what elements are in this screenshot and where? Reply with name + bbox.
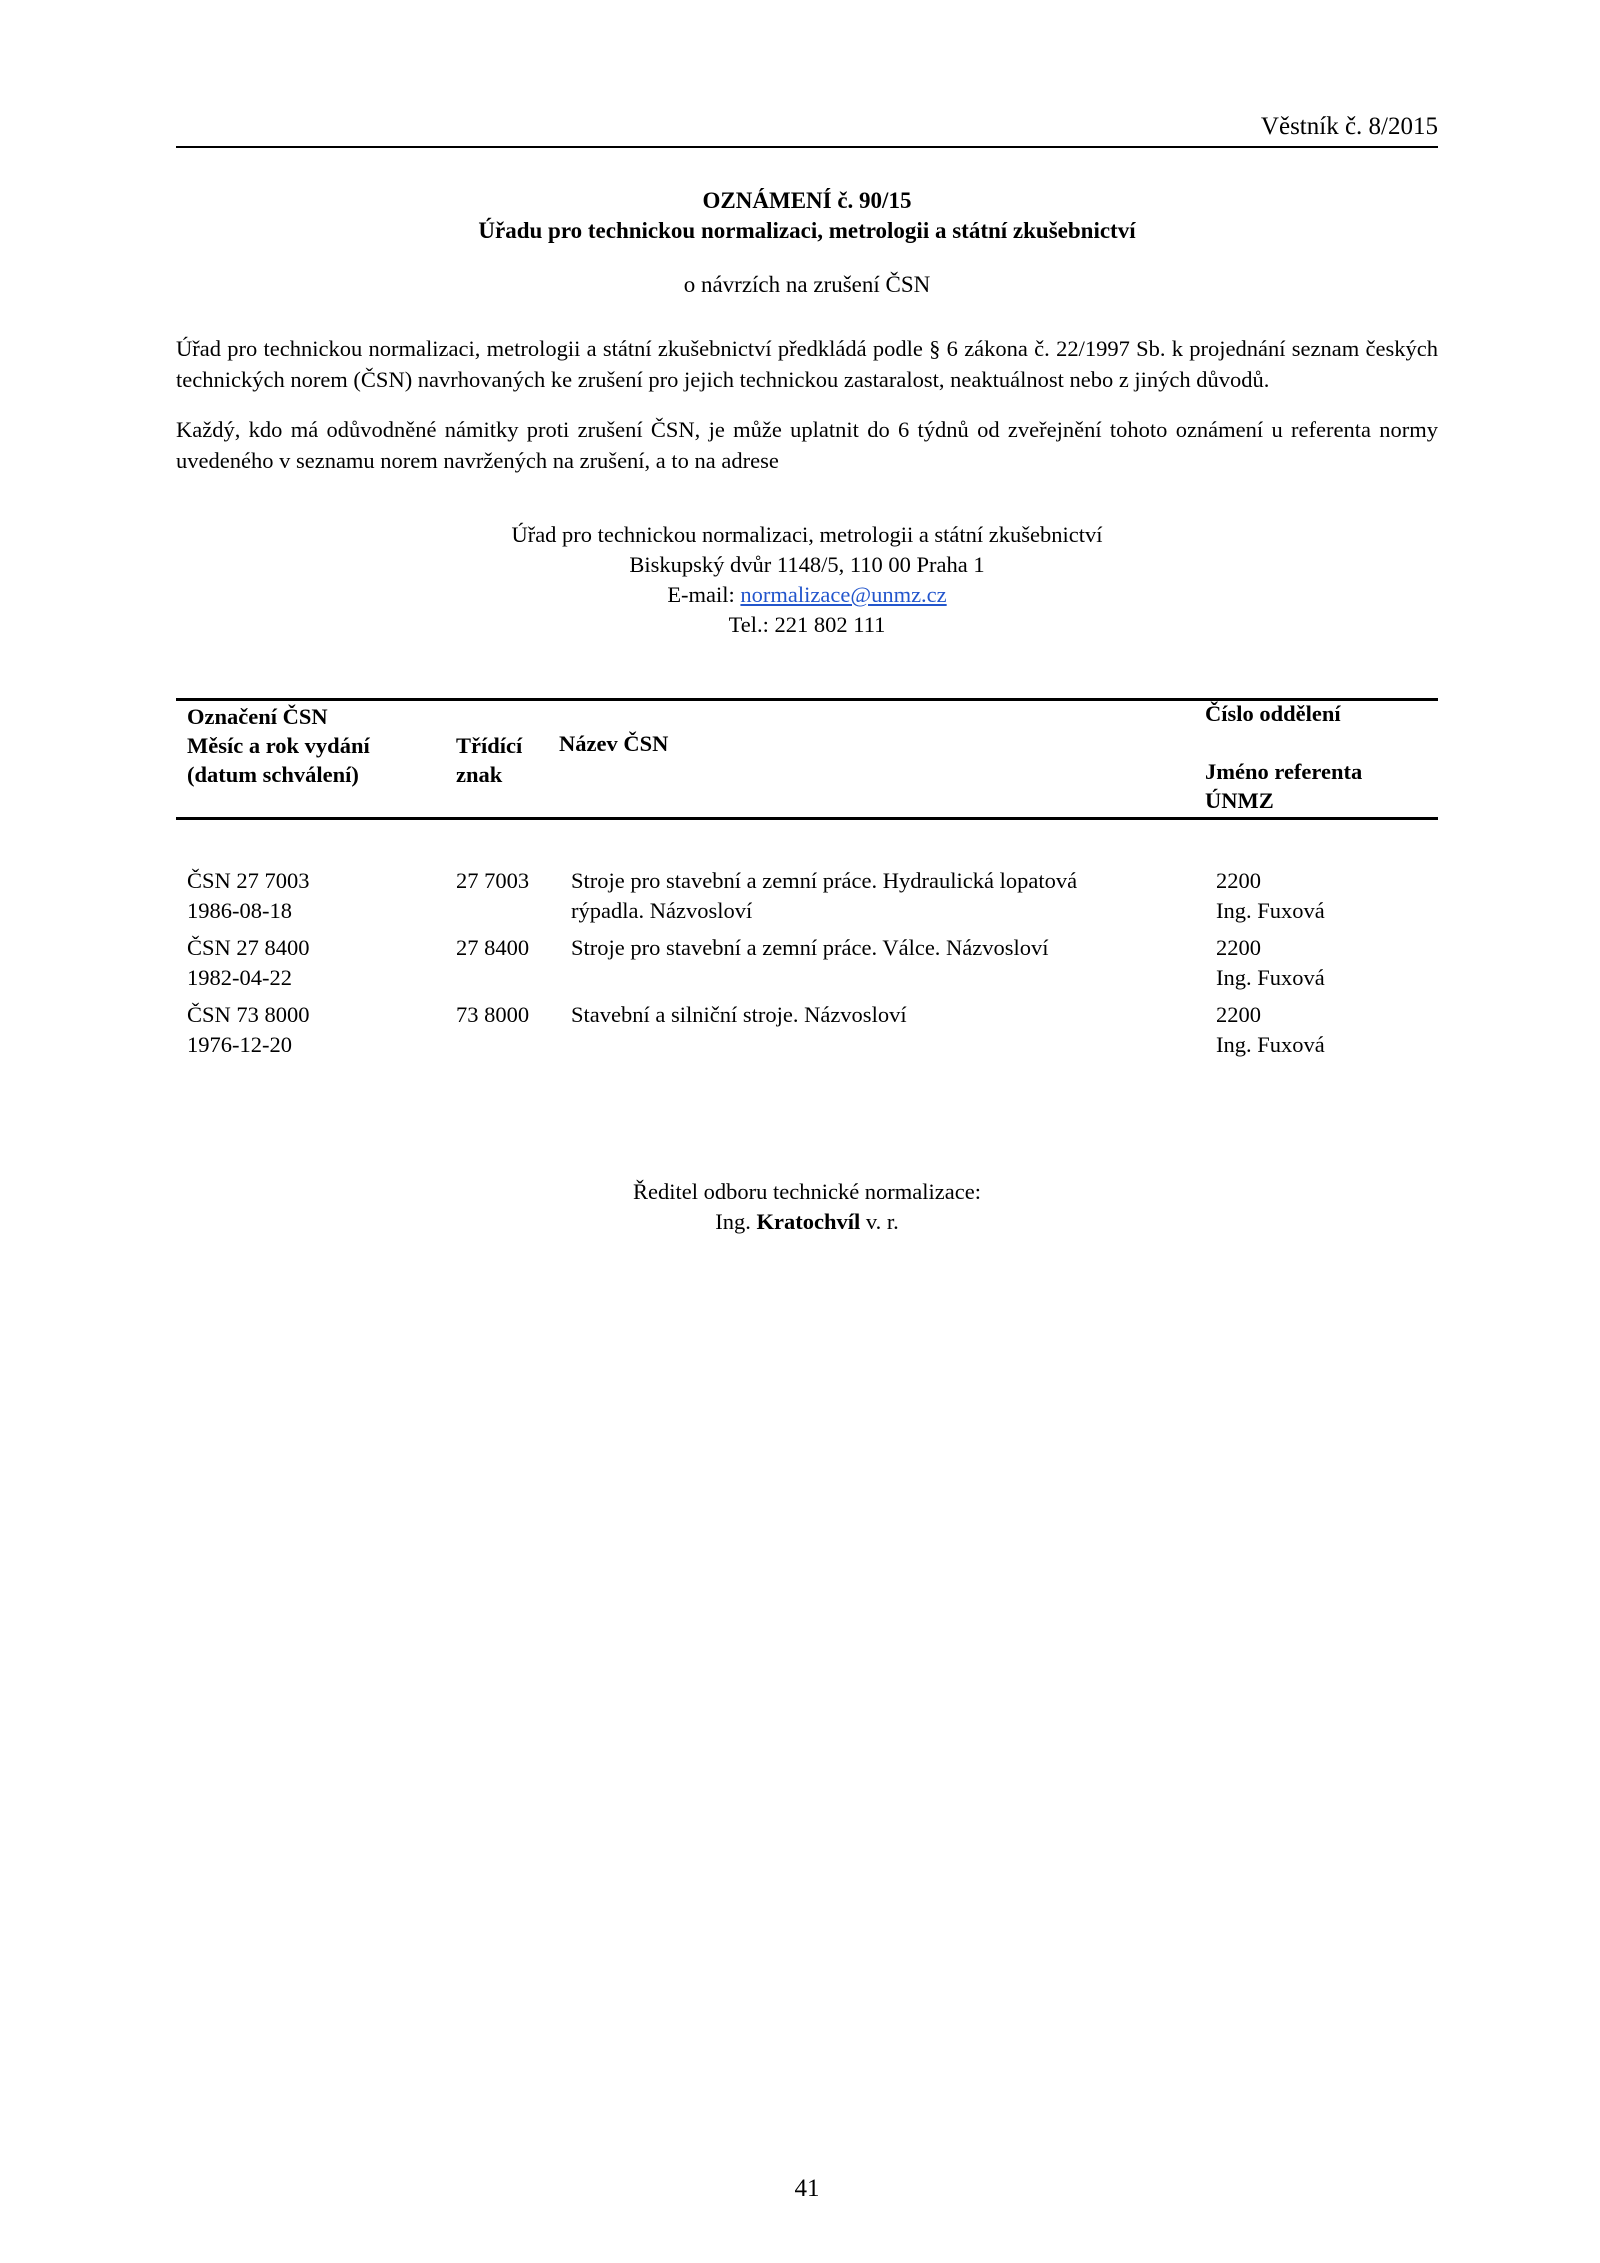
table-row-3-name: Stavební a silniční stroje. Názvosloví (571, 1002, 907, 1027)
announcement-title: OZNÁMENÍ č. 90/15 (702, 188, 912, 213)
header-department: Číslo oddělení Jméno referenta ÚNMZ (1205, 701, 1363, 813)
header-csn-designation: Označení ČSN Měsíc a rok vydání (datum schválení) (187, 704, 370, 787)
signature-role: Ředitel odboru technické normalizace: (633, 1179, 981, 1204)
table-row-2-class: 27 8400 (456, 935, 530, 960)
table-row-3-referent: 2200 Ing. Fuxová (1216, 1002, 1325, 1057)
address-block (176, 520, 1438, 640)
table-row-2-referent: 2200 Ing. Fuxová (1216, 935, 1325, 990)
table-row-2-name: Stroje pro stavební a zemní práce. Válce. Názvosloví (571, 935, 1049, 960)
header-class-code: Třídící znak (456, 733, 523, 787)
table-row-1-code: ČSN 27 7003 1986-08-18 (187, 868, 310, 923)
page-header (176, 112, 1438, 148)
address-org: Úřad pro technickou normalizaci, metrologii a státní zkušebnictví (511, 522, 1103, 547)
table-row-1-name: Stroje pro stavební a zemní práce. Hydraulická lopatová rýpadla. Názvosloví (571, 868, 1078, 923)
email-link[interactable]: normalizace@unmz.cz (740, 582, 947, 607)
email-label: E-mail: (667, 582, 741, 607)
signature-name: Kratochvíl (756, 1209, 861, 1234)
table-row-3-class: 73 8000 (456, 1002, 530, 1027)
signature-name-line: Ing. Kratochvíl v. r. (715, 1209, 899, 1234)
table-row-3-code: ČSN 73 8000 1976-12-20 (187, 1002, 310, 1057)
signature-block (176, 1177, 1438, 1237)
objection-paragraph: Každý, kdo má odůvodněné námitky proti zrušení ČSN, je může uplatnit do 6 týdnů od zveřejnění tohoto oznámení u referenta normy uvedeného v seznamu norem navržených na zrušení, a to na adrese (176, 417, 1438, 473)
intro-paragraph: Úřad pro technickou normalizaci, metrologii a státní zkušebnictví předkládá podle § 6 zákona č. 22/1997 Sb. k projednání seznam českých technických norem (ČSN) navrhovaných ke zrušení pro jejich technickou zastaralost, neaktuálnost nebo z jiných důvodů. (176, 336, 1438, 392)
announcement-title-block (176, 186, 1438, 246)
address-email-line (176, 580, 1438, 610)
journal-issue: Věstník č. 8/2015 (1260, 113, 1438, 140)
header-csn-name: Název ČSN (559, 731, 669, 756)
address-street: Biskupský dvůr 1148/5, 110 00 Praha 1 (629, 552, 985, 577)
page-number: 41 (794, 2175, 820, 2202)
address-phone: Tel.: 221 802 111 (728, 612, 886, 637)
announcement-issuer: Úřadu pro technickou normalizaci, metrologii a státní zkušebnictví (478, 218, 1136, 243)
table-row-1-class: 27 7003 (456, 868, 530, 893)
announcement-subject: o návrzích na zrušení ČSN (683, 272, 931, 297)
table-row-1-referent: 2200 Ing. Fuxová (1216, 868, 1325, 923)
table-row-2-code: ČSN 27 8400 1982-04-22 (187, 935, 310, 990)
table-header-rule (176, 817, 1438, 820)
